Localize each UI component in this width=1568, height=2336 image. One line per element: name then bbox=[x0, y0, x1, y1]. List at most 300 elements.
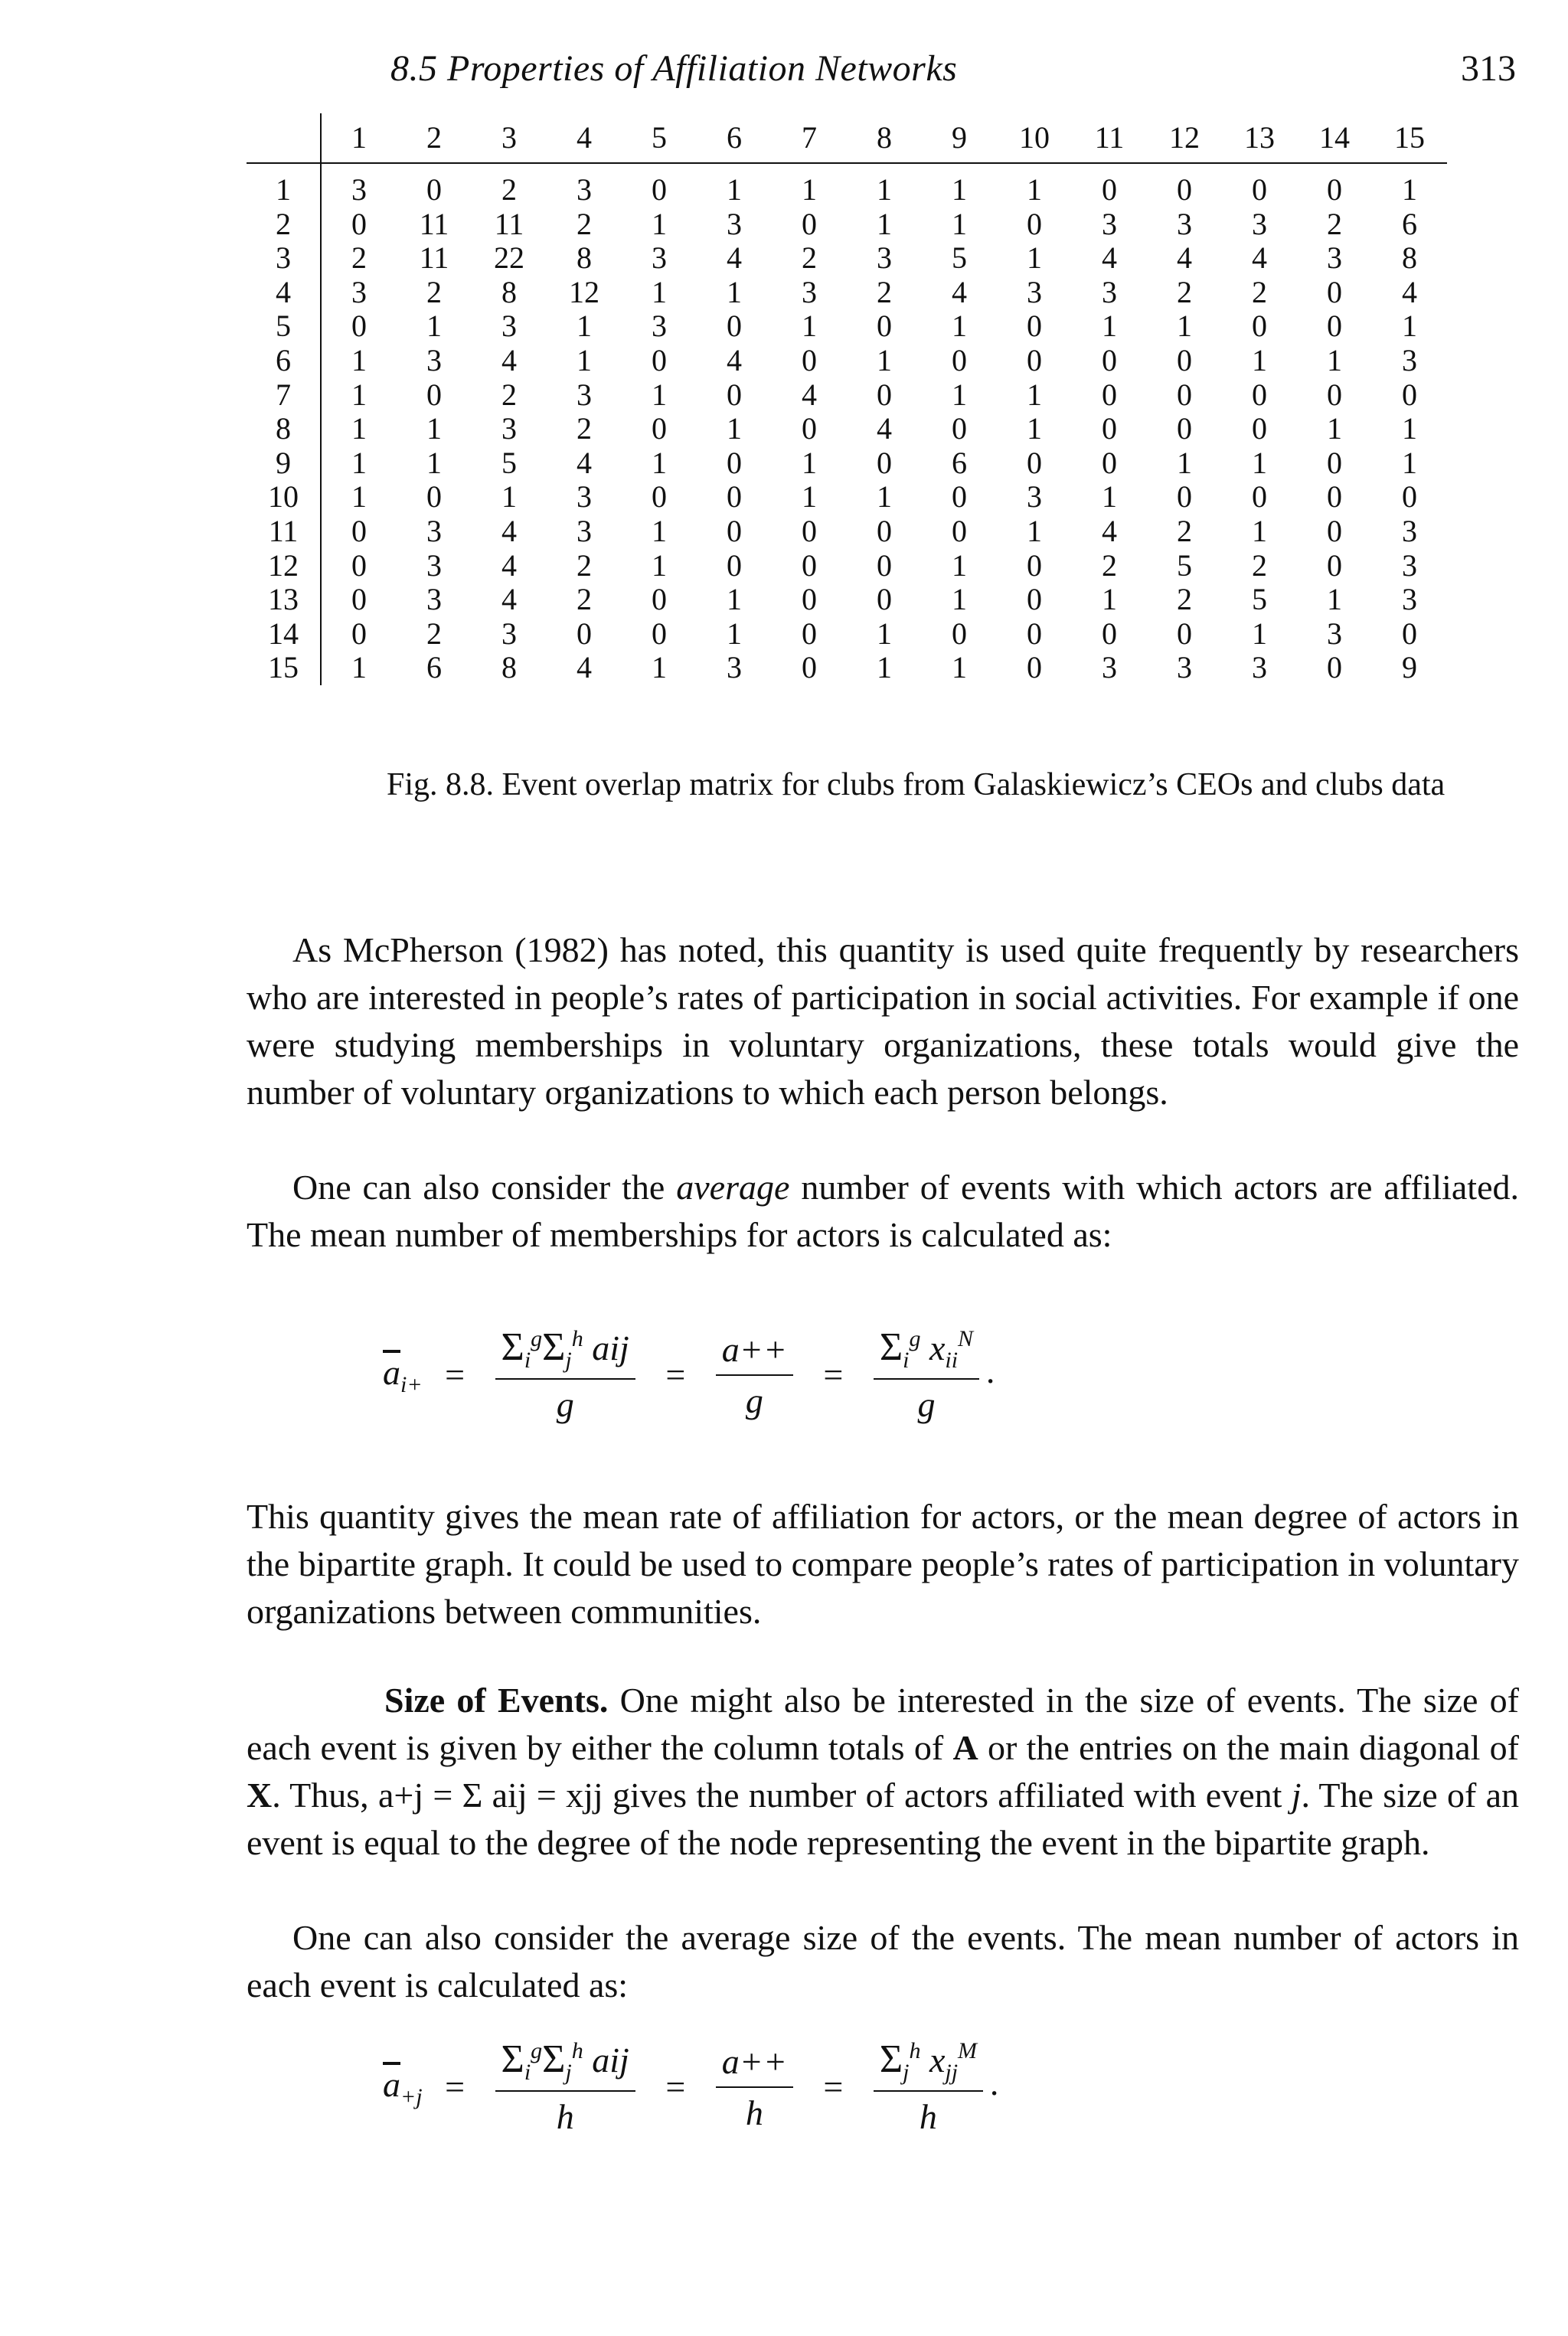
matrix-cell: 0 bbox=[877, 547, 892, 583]
matrix-cell: 0 bbox=[1102, 172, 1117, 207]
matrix-cell: 1 bbox=[577, 342, 592, 377]
event-overlap-matrix bbox=[247, 113, 1447, 685]
matrix-cell: 3 bbox=[1402, 547, 1417, 583]
matrix-cell: 4 bbox=[501, 547, 517, 583]
matrix-cell: 2 bbox=[577, 206, 592, 241]
matrix-cell: 1 bbox=[1027, 240, 1042, 276]
matrix-cell: 3 bbox=[1102, 274, 1117, 309]
matrix-cell: 2 bbox=[577, 582, 592, 617]
matrix-column-header: 5 bbox=[622, 113, 697, 163]
matrix-cell: 4 bbox=[577, 445, 592, 480]
matrix-row bbox=[247, 276, 1447, 310]
paragraph-average bbox=[247, 1164, 1519, 1259]
matrix-row-label: 6 bbox=[247, 344, 321, 378]
matrix-cell: 0 bbox=[1327, 172, 1342, 207]
matrix-cell: 0 bbox=[1027, 547, 1042, 583]
matrix-cell: 1 bbox=[1027, 172, 1042, 207]
matrix-cell: 3 bbox=[501, 616, 517, 651]
matrix-cell: 0 bbox=[1102, 411, 1117, 446]
paragraph-mean-rate bbox=[247, 1493, 1519, 1635]
matrix-cell: 0 bbox=[426, 479, 442, 515]
matrix-row bbox=[247, 241, 1447, 276]
matrix-cell: 11 bbox=[419, 206, 449, 241]
matrix-cell: 0 bbox=[351, 309, 367, 344]
matrix-cell: 5 bbox=[952, 240, 967, 276]
matrix-cell: 4 bbox=[1177, 240, 1192, 276]
matrix-cell: 1 bbox=[426, 411, 442, 446]
formula-mean-event-size: $\overline{a}_{+j}$ = $\frac{\Sigma_i^g\Sigma_j^h aij}{h}$ = $\frac{a++}{h}$ = $\frac{\Sigma_j^h x_{jj}^M}{h}$ . bbox=[383, 2037, 1000, 2136]
matrix-cell: 3 bbox=[1102, 206, 1117, 241]
matrix-cell: 1 bbox=[877, 172, 892, 207]
matrix-cell: 0 bbox=[1252, 377, 1267, 412]
matrix-cell: 3 bbox=[351, 274, 367, 309]
matrix-cell: 5 bbox=[501, 445, 517, 480]
paragraph-text: One can also consider the average size of the events. The mean number of actors in each event is calculated as: bbox=[247, 1918, 1519, 2004]
matrix-cell: 0 bbox=[727, 445, 742, 480]
matrix-cell: 3 bbox=[426, 513, 442, 548]
matrix-cell: 1 bbox=[652, 513, 667, 548]
matrix-cell: 0 bbox=[1027, 342, 1042, 377]
matrix-column-header: 10 bbox=[997, 113, 1072, 163]
matrix-cell: 0 bbox=[1402, 479, 1417, 515]
matrix-cell: 1 bbox=[351, 479, 367, 515]
matrix-row-label: 14 bbox=[247, 617, 321, 652]
fraction-diagonal-sum: $\frac{\Sigma_i^g x_{ii}^N}{g}$ bbox=[874, 1325, 979, 1425]
matrix-column-header: 13 bbox=[1222, 113, 1297, 163]
matrix-cell: 3 bbox=[1327, 240, 1342, 276]
matrix-row-label: 1 bbox=[247, 163, 321, 207]
matrix-cell: 3 bbox=[1252, 206, 1267, 241]
matrix-cell: 0 bbox=[1027, 445, 1042, 480]
matrix-cell: 8 bbox=[1402, 240, 1417, 276]
matrix-cell: 0 bbox=[1027, 582, 1042, 617]
matrix-cell: 2 bbox=[1252, 547, 1267, 583]
matrix-cell: 0 bbox=[1177, 172, 1192, 207]
matrix-cell: 0 bbox=[1327, 377, 1342, 412]
matrix-cell: 2 bbox=[501, 172, 517, 207]
matrix-cell: 1 bbox=[952, 582, 967, 617]
matrix-cell: 1 bbox=[727, 616, 742, 651]
matrix-cell: 0 bbox=[1027, 650, 1042, 685]
matrix-row bbox=[247, 515, 1447, 549]
matrix-cell: 3 bbox=[1402, 513, 1417, 548]
matrix-column-header: 12 bbox=[1147, 113, 1222, 163]
matrix-cell: 0 bbox=[1252, 479, 1267, 515]
matrix-cell: 2 bbox=[426, 616, 442, 651]
matrix-cell: 1 bbox=[577, 309, 592, 344]
matrix-column-header: 7 bbox=[772, 113, 847, 163]
matrix-cell: 2 bbox=[1177, 513, 1192, 548]
matrix-cell: 3 bbox=[426, 582, 442, 617]
emphasis-average: average bbox=[676, 1168, 790, 1207]
matrix-cell: 1 bbox=[877, 342, 892, 377]
matrix-cell: 1 bbox=[1102, 309, 1117, 344]
paragraph-mcpherson bbox=[247, 926, 1519, 1116]
matrix-cell: 0 bbox=[1177, 377, 1192, 412]
matrix-cell: 6 bbox=[952, 445, 967, 480]
matrix-cell: 1 bbox=[1252, 616, 1267, 651]
text-run: number of events with which actors are affiliated. The mean number of memberships for actors is calculated as: bbox=[247, 1168, 1519, 1254]
matrix-row-label: 10 bbox=[247, 480, 321, 515]
matrix-cell: 0 bbox=[802, 616, 817, 651]
paragraph-text bbox=[247, 1164, 1519, 1259]
matrix-cell: 1 bbox=[802, 309, 817, 344]
matrix-cell: 3 bbox=[1102, 650, 1117, 685]
matrix-cell: 1 bbox=[802, 172, 817, 207]
matrix-cell: 3 bbox=[1027, 479, 1042, 515]
matrix-cell: 1 bbox=[1327, 582, 1342, 617]
matrix-cell: 1 bbox=[1102, 582, 1117, 617]
matrix-cell: 2 bbox=[1177, 582, 1192, 617]
matrix-cell: 1 bbox=[1027, 411, 1042, 446]
matrix-cell: 0 bbox=[727, 377, 742, 412]
matrix-cell: 0 bbox=[952, 411, 967, 446]
matrix-row-label: 3 bbox=[247, 241, 321, 276]
matrix-cell: 1 bbox=[652, 445, 667, 480]
matrix-column-header: 3 bbox=[472, 113, 547, 163]
matrix-row-label: 12 bbox=[247, 549, 321, 583]
matrix-cell: 3 bbox=[1327, 616, 1342, 651]
matrix-cell: 0 bbox=[577, 616, 592, 651]
matrix-cell: 2 bbox=[426, 274, 442, 309]
matrix-cell: 4 bbox=[501, 342, 517, 377]
matrix-row bbox=[247, 583, 1447, 617]
matrix-cell: 0 bbox=[727, 479, 742, 515]
fraction-double-sum: $\frac{\Sigma_i^g\Sigma_j^h aij}{h}$ bbox=[495, 2037, 635, 2137]
matrix-cell: 3 bbox=[351, 172, 367, 207]
matrix-cell: 2 bbox=[351, 240, 367, 276]
matrix-cell: 11 bbox=[419, 240, 449, 276]
matrix-cell: 1 bbox=[952, 172, 967, 207]
matrix-cell: 3 bbox=[577, 479, 592, 515]
matrix-cell: 0 bbox=[1327, 309, 1342, 344]
matrix-cell: 1 bbox=[501, 479, 517, 515]
matrix-cell: 1 bbox=[952, 547, 967, 583]
matrix-cell: 0 bbox=[1327, 650, 1342, 685]
matrix-cell: 0 bbox=[1027, 309, 1042, 344]
matrix-corner bbox=[247, 113, 321, 163]
matrix-cell: 1 bbox=[1252, 445, 1267, 480]
matrix-cell: 0 bbox=[1027, 616, 1042, 651]
matrix-cell: 0 bbox=[1252, 411, 1267, 446]
formula-mean-actor-affiliation: $\overline{a}_{i+}$ = $\frac{\Sigma_i^g\Sigma_j^h aij}{g}$ = $\frac{a++}{g}$ = $\frac{\Sigma_i^g x_{ii}^N}{g}$ . bbox=[383, 1325, 996, 1424]
matrix-cell: 1 bbox=[877, 206, 892, 241]
matrix-cell: 4 bbox=[727, 240, 742, 276]
matrix-cell: 0 bbox=[877, 309, 892, 344]
matrix-cell: 3 bbox=[1402, 342, 1417, 377]
matrix-cell: 1 bbox=[952, 309, 967, 344]
matrix-cell: 0 bbox=[652, 582, 667, 617]
matrix-column-header: 9 bbox=[922, 113, 997, 163]
matrix-column-header: 14 bbox=[1297, 113, 1372, 163]
matrix-cell: 1 bbox=[1402, 172, 1417, 207]
matrix-cell: 1 bbox=[952, 377, 967, 412]
matrix-cell: 0 bbox=[1027, 206, 1042, 241]
matrix-cell: 3 bbox=[652, 309, 667, 344]
matrix-cell: 1 bbox=[952, 206, 967, 241]
matrix-column-header: 15 bbox=[1372, 113, 1447, 163]
figure-caption: Fig. 8.8. Event overlap matrix for clubs from Galaskiewicz’s CEOs and clubs data bbox=[387, 767, 1446, 802]
matrix-cell: 0 bbox=[877, 582, 892, 617]
matrix-cell: 1 bbox=[652, 547, 667, 583]
matrix-cell: 4 bbox=[952, 274, 967, 309]
matrix-cell: 1 bbox=[652, 650, 667, 685]
matrix-cell: 0 bbox=[652, 342, 667, 377]
matrix-row bbox=[247, 163, 1447, 207]
matrix-cell: 4 bbox=[877, 411, 892, 446]
fraction-total: $\frac{a++}{g}$ bbox=[716, 1329, 793, 1421]
matrix-cell: 1 bbox=[1402, 411, 1417, 446]
matrix-cell: 3 bbox=[1177, 206, 1192, 241]
matrix-cell: 0 bbox=[802, 582, 817, 617]
matrix-cell: 0 bbox=[1177, 479, 1192, 515]
matrix-cell: 5 bbox=[1177, 547, 1192, 583]
matrix-cell: 0 bbox=[1327, 479, 1342, 515]
matrix-cell: 2 bbox=[1252, 274, 1267, 309]
matrix-cell: 0 bbox=[1102, 616, 1117, 651]
matrix-cell: 8 bbox=[501, 650, 517, 685]
matrix-cell: 0 bbox=[952, 616, 967, 651]
matrix-cell: 1 bbox=[952, 650, 967, 685]
matrix-cell: 3 bbox=[652, 240, 667, 276]
matrix-cell: 6 bbox=[1402, 206, 1417, 241]
matrix-cell: 1 bbox=[351, 377, 367, 412]
matrix-cell: 3 bbox=[426, 547, 442, 583]
matrix-cell: 0 bbox=[727, 309, 742, 344]
matrix-cell: 1 bbox=[652, 274, 667, 309]
matrix-cell: 0 bbox=[652, 411, 667, 446]
matrix-cell: 1 bbox=[1177, 445, 1192, 480]
matrix-cell: 3 bbox=[577, 172, 592, 207]
matrix-cell: 0 bbox=[952, 342, 967, 377]
paragraph-text: This quantity gives the mean rate of affiliation for actors, or the mean degree of actors in the bipartite graph. It could be used to compare people’s rates of participation in voluntary organizations between communities. bbox=[247, 1497, 1519, 1631]
matrix-cell: 0 bbox=[877, 445, 892, 480]
fraction-double-sum: $\frac{\Sigma_i^g\Sigma_j^h aij}{g}$ bbox=[495, 1325, 635, 1425]
matrix-cell: 1 bbox=[1252, 513, 1267, 548]
matrix-cell: 8 bbox=[501, 274, 517, 309]
paragraph-size-of-events bbox=[247, 1677, 1519, 1867]
matrix-cell: 3 bbox=[877, 240, 892, 276]
matrix-column-header: 8 bbox=[847, 113, 922, 163]
matrix-cell: 3 bbox=[1402, 582, 1417, 617]
matrix-cell: 0 bbox=[877, 377, 892, 412]
matrix-cell: 4 bbox=[1402, 274, 1417, 309]
matrix-cell: 1 bbox=[652, 206, 667, 241]
matrix-cell: 0 bbox=[802, 513, 817, 548]
matrix-row-label: 5 bbox=[247, 309, 321, 344]
matrix-cell: 0 bbox=[877, 513, 892, 548]
fraction-total: $\frac{a++}{h}$ bbox=[716, 2041, 793, 2133]
matrix-row-label: 7 bbox=[247, 378, 321, 413]
matrix-cell: 0 bbox=[351, 547, 367, 583]
matrix-cell: 1 bbox=[802, 445, 817, 480]
matrix-cell: 1 bbox=[1102, 479, 1117, 515]
matrix-row bbox=[247, 412, 1447, 446]
matrix-cell: 0 bbox=[727, 513, 742, 548]
matrix-row bbox=[247, 378, 1447, 413]
matrix-cell: 1 bbox=[426, 309, 442, 344]
page-number: 313 bbox=[1461, 48, 1516, 89]
matrix-cell: 2 bbox=[877, 274, 892, 309]
matrix-row bbox=[247, 617, 1447, 652]
matrix-cell: 0 bbox=[1327, 547, 1342, 583]
matrix-cell: 0 bbox=[1177, 616, 1192, 651]
matrix-cell: 4 bbox=[501, 582, 517, 617]
matrix-row bbox=[247, 344, 1447, 378]
matrix-cell: 2 bbox=[501, 377, 517, 412]
matrix-cell: 1 bbox=[1027, 513, 1042, 548]
paragraph-text: Size of Events. One might also be interested in the size of events. The size of each event is given by either the column totals of A or the entries on the main diagonal of X. Thus, a+j = Σ aij = xjj gives the number of actors affiliated with event j. The size of an event is equal to the degree of the node representing the event in the bipartite graph. bbox=[247, 1681, 1520, 1862]
matrix-cell: 1 bbox=[351, 445, 367, 480]
matrix-cell: 0 bbox=[1327, 513, 1342, 548]
matrix-cell: 0 bbox=[351, 206, 367, 241]
paragraph-average-size bbox=[247, 1914, 1519, 2009]
matrix-column-header: 4 bbox=[547, 113, 622, 163]
running-header bbox=[390, 47, 1516, 101]
matrix-cell: 0 bbox=[652, 479, 667, 515]
matrix-row bbox=[247, 446, 1447, 481]
matrix-cell: 0 bbox=[351, 616, 367, 651]
matrix-cell: 6 bbox=[426, 650, 442, 685]
paragraph-text: As McPherson (1982) has noted, this quantity is used quite frequently by researchers who are interested in people’s rates of participation in social activities. For example if one were studying memberships in voluntary organizations, these totals would give the number of voluntary organizations to which each person belongs. bbox=[247, 930, 1519, 1112]
matrix-cell: 11 bbox=[494, 206, 524, 241]
matrix-cell: 0 bbox=[1327, 274, 1342, 309]
matrix-cell: 3 bbox=[1252, 650, 1267, 685]
matrix-cell: 1 bbox=[877, 479, 892, 515]
matrix-cell: 1 bbox=[727, 582, 742, 617]
matrix-cell: 3 bbox=[501, 411, 517, 446]
matrix-cell: 3 bbox=[1027, 274, 1042, 309]
matrix-cell: 0 bbox=[1177, 342, 1192, 377]
matrix-cell: 0 bbox=[351, 513, 367, 548]
matrix-cell: 0 bbox=[1327, 445, 1342, 480]
matrix-cell: 0 bbox=[1402, 377, 1417, 412]
matrix-row bbox=[247, 651, 1447, 685]
matrix-cell: 2 bbox=[577, 411, 592, 446]
matrix-cell: 1 bbox=[877, 650, 892, 685]
matrix-row-label: 4 bbox=[247, 276, 321, 310]
matrix-row bbox=[247, 309, 1447, 344]
matrix-cell: 9 bbox=[1402, 650, 1417, 685]
matrix-cell: 22 bbox=[494, 240, 524, 276]
matrix-column-header: 1 bbox=[321, 113, 397, 163]
text-run: One can also consider the bbox=[292, 1168, 677, 1207]
subsection-heading: Size of Events. bbox=[384, 1681, 609, 1720]
matrix-cell: 1 bbox=[1177, 309, 1192, 344]
matrix-cell: 1 bbox=[351, 411, 367, 446]
formula-lhs: $\overline{a}_{i+}$ bbox=[383, 1352, 423, 1397]
matrix-cell: 1 bbox=[1327, 342, 1342, 377]
matrix-cell: 0 bbox=[802, 650, 817, 685]
matrix-cell: 3 bbox=[802, 274, 817, 309]
matrix-cell: 4 bbox=[727, 342, 742, 377]
matrix-cell: 4 bbox=[1252, 240, 1267, 276]
matrix-row-label: 9 bbox=[247, 446, 321, 481]
matrix-cell: 3 bbox=[577, 513, 592, 548]
matrix-cell: 0 bbox=[426, 172, 442, 207]
matrix-cell: 3 bbox=[727, 206, 742, 241]
matrix-cell: 3 bbox=[727, 650, 742, 685]
matrix-row-label: 11 bbox=[247, 515, 321, 549]
matrix-cell: 1 bbox=[727, 172, 742, 207]
matrix-cell: 0 bbox=[1252, 309, 1267, 344]
matrix-cell: 1 bbox=[652, 377, 667, 412]
matrix-cell: 4 bbox=[501, 513, 517, 548]
matrix-cell: 0 bbox=[1402, 616, 1417, 651]
matrix-cell: 0 bbox=[652, 616, 667, 651]
matrix-column-header: 6 bbox=[697, 113, 772, 163]
matrix-row-label: 15 bbox=[247, 651, 321, 685]
matrix-cell: 0 bbox=[426, 377, 442, 412]
matrix-row-label: 2 bbox=[247, 207, 321, 242]
matrix-column-header: 2 bbox=[397, 113, 472, 163]
matrix-row bbox=[247, 207, 1447, 242]
matrix-cell: 1 bbox=[802, 479, 817, 515]
matrix-cell: 2 bbox=[1327, 206, 1342, 241]
matrix-cell: 0 bbox=[802, 206, 817, 241]
matrix-row bbox=[247, 480, 1447, 515]
matrix-cell: 8 bbox=[577, 240, 592, 276]
matrix-cell: 4 bbox=[577, 650, 592, 685]
matrix-cell: 1 bbox=[727, 274, 742, 309]
matrix-cell: 1 bbox=[351, 342, 367, 377]
matrix-cell: 0 bbox=[802, 547, 817, 583]
matrix-column-header: 11 bbox=[1072, 113, 1147, 163]
matrix-cell: 1 bbox=[877, 616, 892, 651]
matrix-cell: 2 bbox=[802, 240, 817, 276]
matrix-body bbox=[247, 163, 1447, 685]
matrix-row bbox=[247, 549, 1447, 583]
matrix-cell: 1 bbox=[1252, 342, 1267, 377]
matrix-cell: 1 bbox=[1402, 309, 1417, 344]
matrix-cell: 4 bbox=[1102, 513, 1117, 548]
matrix-cell: 1 bbox=[351, 650, 367, 685]
matrix-cell: 0 bbox=[802, 342, 817, 377]
formula-lhs: $\overline{a}_{+j}$ bbox=[383, 2064, 423, 2109]
matrix-cell: 0 bbox=[952, 479, 967, 515]
matrix-cell: 2 bbox=[1102, 547, 1117, 583]
matrix-cell: 0 bbox=[351, 582, 367, 617]
matrix-cell: 12 bbox=[569, 274, 599, 309]
matrix-cell: 4 bbox=[1102, 240, 1117, 276]
matrix-cell: 0 bbox=[1102, 342, 1117, 377]
matrix-cell: 5 bbox=[1252, 582, 1267, 617]
matrix-row-label: 13 bbox=[247, 583, 321, 617]
matrix-cell: 0 bbox=[652, 172, 667, 207]
matrix-cell: 1 bbox=[426, 445, 442, 480]
matrix-cell: 3 bbox=[1177, 650, 1192, 685]
matrix-cell: 0 bbox=[1102, 377, 1117, 412]
matrix-cell: 1 bbox=[1327, 411, 1342, 446]
matrix-cell: 0 bbox=[802, 411, 817, 446]
matrix-cell: 0 bbox=[1177, 411, 1192, 446]
matrix-cell: 1 bbox=[1402, 445, 1417, 480]
matrix-cell: 1 bbox=[727, 411, 742, 446]
matrix-cell: 0 bbox=[1252, 172, 1267, 207]
matrix-cell: 1 bbox=[1027, 377, 1042, 412]
fraction-diagonal-sum: $\frac{\Sigma_j^h x_{jj}^M}{h}$ bbox=[874, 2037, 983, 2137]
matrix-cell: 2 bbox=[1177, 274, 1192, 309]
matrix-cell: 3 bbox=[501, 309, 517, 344]
matrix-cell: 0 bbox=[952, 513, 967, 548]
matrix-cell: 3 bbox=[426, 342, 442, 377]
matrix-cell: 0 bbox=[727, 547, 742, 583]
matrix-header-row bbox=[247, 113, 1447, 163]
section-title: 8.5 Properties of Affiliation Networks bbox=[390, 48, 958, 89]
matrix-cell: 3 bbox=[577, 377, 592, 412]
matrix-cell: 2 bbox=[577, 547, 592, 583]
matrix-cell: 4 bbox=[802, 377, 817, 412]
